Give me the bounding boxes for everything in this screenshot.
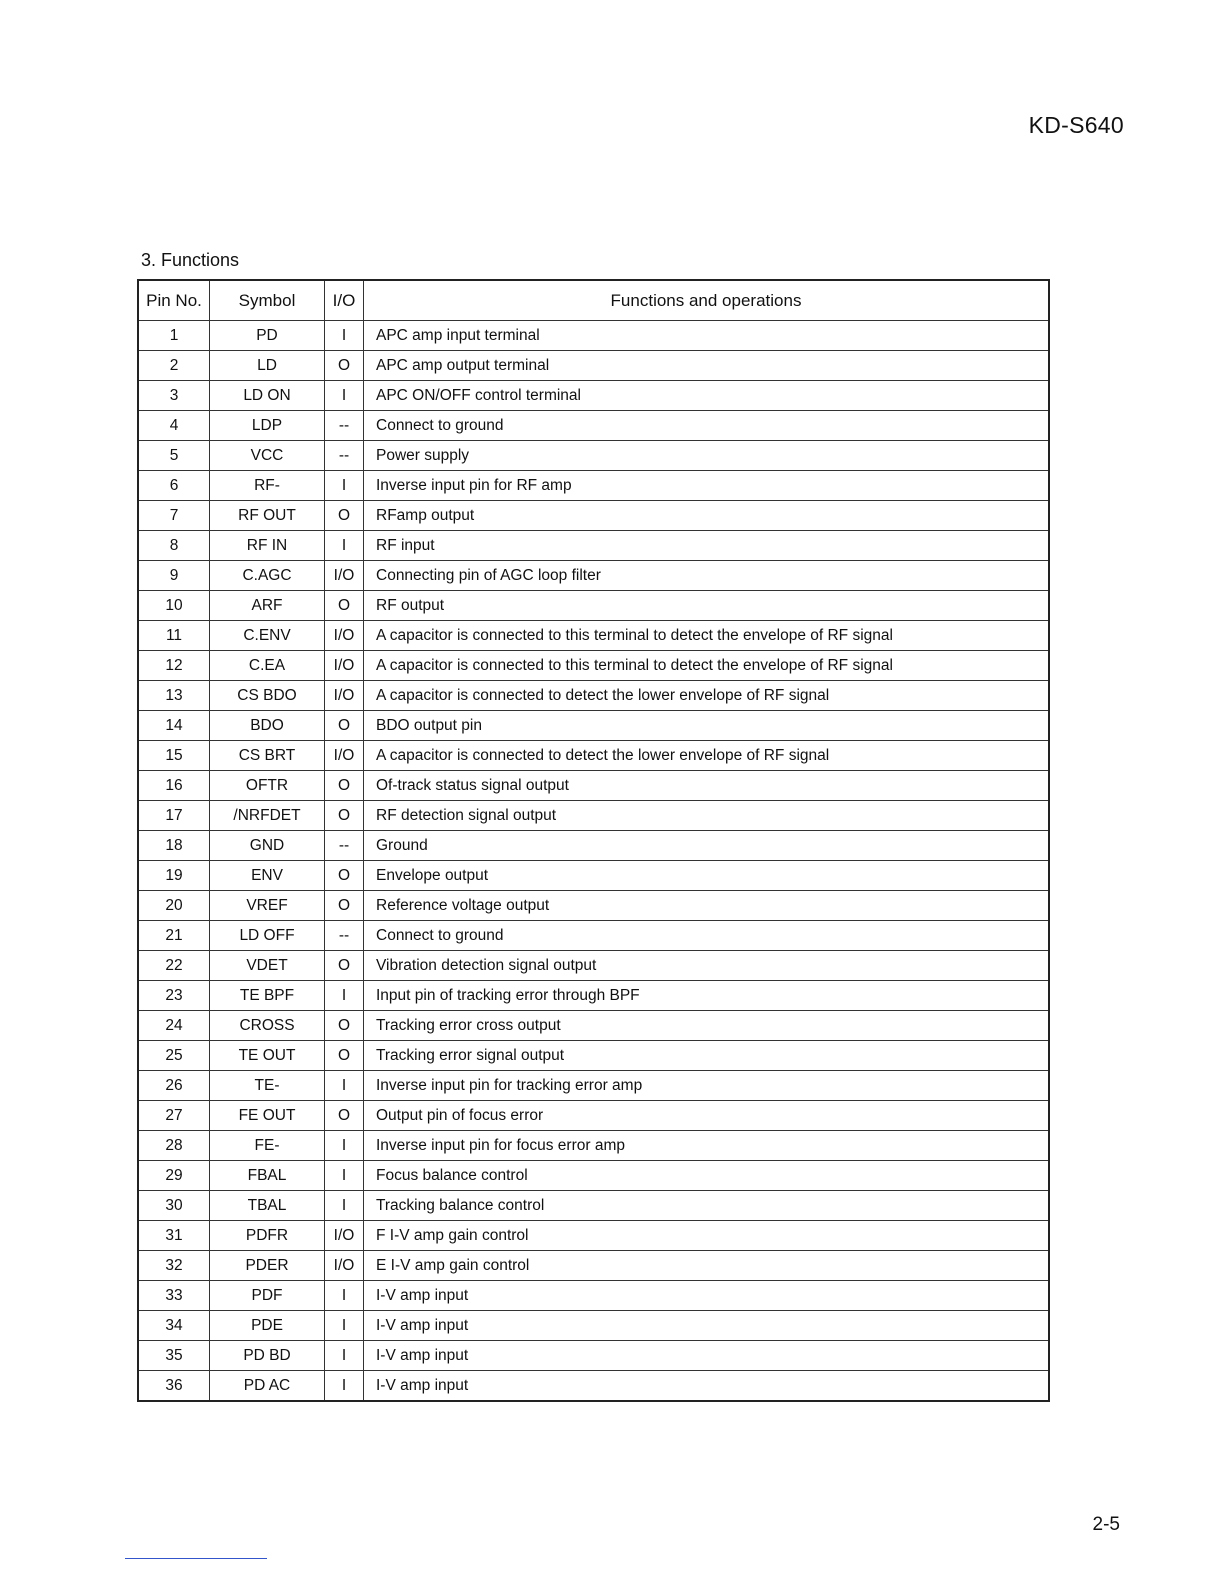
cell-symbol: VREF [210, 891, 325, 921]
cell-function: I-V amp input [364, 1281, 1050, 1311]
cell-io: I [325, 981, 364, 1011]
cell-symbol: PDFR [210, 1221, 325, 1251]
table-row [138, 1071, 1049, 1101]
cell-function: RF output [364, 591, 1050, 621]
cell-symbol: C.AGC [210, 561, 325, 591]
cell-function: A capacitor is connected to detect the lower envelope of RF signal [364, 681, 1050, 711]
table-row [138, 681, 1049, 711]
cell-function: Tracking error signal output [364, 1041, 1050, 1071]
cell-pin-no: 26 [138, 1071, 210, 1101]
cell-io: I [325, 1341, 364, 1371]
cell-pin-no: 22 [138, 951, 210, 981]
cell-io: O [325, 351, 364, 381]
model-number: KD-S640 [1028, 112, 1124, 138]
cell-io: I [325, 321, 364, 351]
cell-symbol: PDER [210, 1251, 325, 1281]
cell-function: Connecting pin of AGC loop filter [364, 561, 1050, 591]
cell-io: O [325, 1011, 364, 1041]
cell-function: Envelope output [364, 861, 1050, 891]
cell-symbol: C.ENV [210, 621, 325, 651]
cell-symbol: PDE [210, 1311, 325, 1341]
cell-pin-no: 30 [138, 1191, 210, 1221]
cell-function: APC amp output terminal [364, 351, 1050, 381]
cell-symbol: LD [210, 351, 325, 381]
cell-io: -- [325, 831, 364, 861]
table-row [138, 861, 1049, 891]
cell-symbol: BDO [210, 711, 325, 741]
table-row [138, 651, 1049, 681]
cell-pin-no: 8 [138, 531, 210, 561]
cell-function: E I-V amp gain control [364, 1251, 1050, 1281]
cell-io: I [325, 381, 364, 411]
table-row [138, 471, 1049, 501]
pin-functions-table [137, 279, 1050, 1402]
table-row [138, 1131, 1049, 1161]
cell-io: O [325, 591, 364, 621]
cell-symbol: CS BRT [210, 741, 325, 771]
cell-symbol: TE- [210, 1071, 325, 1101]
cell-io: O [325, 861, 364, 891]
cell-function: Inverse input pin for tracking error amp [364, 1071, 1050, 1101]
cell-io: I [325, 1281, 364, 1311]
cell-function: I-V amp input [364, 1371, 1050, 1402]
cell-pin-no: 10 [138, 591, 210, 621]
cell-pin-no: 33 [138, 1281, 210, 1311]
cell-symbol: TBAL [210, 1191, 325, 1221]
cell-pin-no: 1 [138, 321, 210, 351]
cell-symbol: OFTR [210, 771, 325, 801]
cell-io: O [325, 1041, 364, 1071]
cell-io: O [325, 771, 364, 801]
cell-symbol: FE- [210, 1131, 325, 1161]
table-row [138, 1191, 1049, 1221]
table-row [138, 771, 1049, 801]
cell-pin-no: 31 [138, 1221, 210, 1251]
cell-symbol: RF IN [210, 531, 325, 561]
cell-pin-no: 21 [138, 921, 210, 951]
cell-function: A capacitor is connected to this terminal to detect the envelope of RF signal [364, 651, 1050, 681]
cell-io: I [325, 1311, 364, 1341]
cell-symbol: PD [210, 321, 325, 351]
header-symbol: Symbol [210, 280, 325, 321]
table-row [138, 531, 1049, 561]
table-row [138, 1371, 1049, 1402]
cell-io: O [325, 951, 364, 981]
cell-symbol: CS BDO [210, 681, 325, 711]
cell-pin-no: 27 [138, 1101, 210, 1131]
cell-symbol: CROSS [210, 1011, 325, 1041]
cell-symbol: VDET [210, 951, 325, 981]
cell-io: I/O [325, 741, 364, 771]
cell-function: A capacitor is connected to detect the lower envelope of RF signal [364, 741, 1050, 771]
cell-io: I/O [325, 561, 364, 591]
table-row [138, 981, 1049, 1011]
cell-pin-no: 17 [138, 801, 210, 831]
table-row [138, 561, 1049, 591]
cell-pin-no: 32 [138, 1251, 210, 1281]
cell-io: O [325, 1101, 364, 1131]
cell-function: BDO output pin [364, 711, 1050, 741]
cell-function: A capacitor is connected to this terminal to detect the envelope of RF signal [364, 621, 1050, 651]
cell-function: Connect to ground [364, 921, 1050, 951]
cell-symbol: PD AC [210, 1371, 325, 1402]
header-pin-no: Pin No. [138, 280, 210, 321]
table-row [138, 1161, 1049, 1191]
header-io: I/O [325, 280, 364, 321]
cell-function: Input pin of tracking error through BPF [364, 981, 1050, 1011]
table-row [138, 1041, 1049, 1071]
table-body [138, 321, 1049, 1402]
table-row [138, 1341, 1049, 1371]
cell-io: I [325, 531, 364, 561]
cell-function: Output pin of focus error [364, 1101, 1050, 1131]
cell-symbol: C.EA [210, 651, 325, 681]
cell-symbol: PDF [210, 1281, 325, 1311]
cell-pin-no: 18 [138, 831, 210, 861]
table-row [138, 441, 1049, 471]
cell-pin-no: 13 [138, 681, 210, 711]
cell-symbol: VCC [210, 441, 325, 471]
table-row [138, 1251, 1049, 1281]
table-row [138, 801, 1049, 831]
cell-io: I [325, 1371, 364, 1402]
table-row [138, 321, 1049, 351]
cell-io: I [325, 1131, 364, 1161]
cell-pin-no: 29 [138, 1161, 210, 1191]
cell-io: O [325, 501, 364, 531]
cell-io: I/O [325, 621, 364, 651]
cell-pin-no: 9 [138, 561, 210, 591]
table-row [138, 501, 1049, 531]
table-row [138, 411, 1049, 441]
cell-pin-no: 23 [138, 981, 210, 1011]
cell-function: Vibration detection signal output [364, 951, 1050, 981]
cell-pin-no: 4 [138, 411, 210, 441]
cell-symbol: /NRFDET [210, 801, 325, 831]
header-functions: Functions and operations [364, 280, 1050, 321]
table-row [138, 921, 1049, 951]
cell-symbol: PD BD [210, 1341, 325, 1371]
cell-function: Inverse input pin for focus error amp [364, 1131, 1050, 1161]
table-row [138, 1281, 1049, 1311]
cell-symbol: GND [210, 831, 325, 861]
cell-function: Focus balance control [364, 1161, 1050, 1191]
cell-symbol: LD ON [210, 381, 325, 411]
cell-function: Ground [364, 831, 1050, 861]
cell-pin-no: 3 [138, 381, 210, 411]
cell-io: I [325, 1071, 364, 1101]
cell-symbol: FE OUT [210, 1101, 325, 1131]
section-title: 3. Functions [141, 250, 240, 270]
cell-pin-no: 12 [138, 651, 210, 681]
cell-symbol: RF OUT [210, 501, 325, 531]
cell-pin-no: 7 [138, 501, 210, 531]
cell-function: APC amp input terminal [364, 321, 1050, 351]
table-row [138, 1101, 1049, 1131]
cell-pin-no: 28 [138, 1131, 210, 1161]
cell-pin-no: 24 [138, 1011, 210, 1041]
cell-pin-no: 6 [138, 471, 210, 501]
cell-function: RF detection signal output [364, 801, 1050, 831]
table-row [138, 831, 1049, 861]
table-row [138, 891, 1049, 921]
cell-pin-no: 2 [138, 351, 210, 381]
cell-pin-no: 35 [138, 1341, 210, 1371]
cell-pin-no: 5 [138, 441, 210, 471]
cell-symbol: TE BPF [210, 981, 325, 1011]
cell-pin-no: 14 [138, 711, 210, 741]
cell-function: Power supply [364, 441, 1050, 471]
cell-io: O [325, 891, 364, 921]
table-row [138, 591, 1049, 621]
cell-pin-no: 25 [138, 1041, 210, 1071]
cell-function: I-V amp input [364, 1311, 1050, 1341]
cell-function: I-V amp input [364, 1341, 1050, 1371]
table-header-row [138, 280, 1049, 321]
cell-io: -- [325, 921, 364, 951]
cell-function: Of-track status signal output [364, 771, 1050, 801]
cell-symbol: TE OUT [210, 1041, 325, 1071]
cell-io: I/O [325, 681, 364, 711]
cell-function: Connect to ground [364, 411, 1050, 441]
cell-function: F I-V amp gain control [364, 1221, 1050, 1251]
cell-pin-no: 11 [138, 621, 210, 651]
cell-symbol: LDP [210, 411, 325, 441]
table-row [138, 351, 1049, 381]
cell-symbol: ENV [210, 861, 325, 891]
cell-function: Inverse input pin for RF amp [364, 471, 1050, 501]
cell-pin-no: 20 [138, 891, 210, 921]
cell-io: O [325, 711, 364, 741]
table-row [138, 951, 1049, 981]
table-row [138, 381, 1049, 411]
cell-pin-no: 16 [138, 771, 210, 801]
page-number: 2-5 [1092, 1514, 1120, 1535]
table-row [138, 1011, 1049, 1041]
cell-pin-no: 15 [138, 741, 210, 771]
cell-io: I/O [325, 651, 364, 681]
cell-symbol: RF- [210, 471, 325, 501]
cell-io: -- [325, 411, 364, 441]
cell-function: APC ON/OFF control terminal [364, 381, 1050, 411]
cell-function: RFamp output [364, 501, 1050, 531]
cell-pin-no: 36 [138, 1371, 210, 1402]
cell-pin-no: 19 [138, 861, 210, 891]
cell-pin-no: 34 [138, 1311, 210, 1341]
footer-rule [125, 1558, 267, 1559]
table-row [138, 1221, 1049, 1251]
cell-function: Tracking error cross output [364, 1011, 1050, 1041]
cell-function: Tracking balance control [364, 1191, 1050, 1221]
cell-io: I [325, 1191, 364, 1221]
cell-function: RF input [364, 531, 1050, 561]
cell-symbol: LD OFF [210, 921, 325, 951]
cell-io: -- [325, 441, 364, 471]
cell-symbol: FBAL [210, 1161, 325, 1191]
cell-io: I/O [325, 1251, 364, 1281]
table-row [138, 711, 1049, 741]
cell-io: O [325, 801, 364, 831]
cell-symbol: ARF [210, 591, 325, 621]
table-row [138, 741, 1049, 771]
cell-function: Reference voltage output [364, 891, 1050, 921]
table-row [138, 1311, 1049, 1341]
cell-io: I [325, 1161, 364, 1191]
cell-io: I/O [325, 1221, 364, 1251]
cell-io: I [325, 471, 364, 501]
table-row [138, 621, 1049, 651]
